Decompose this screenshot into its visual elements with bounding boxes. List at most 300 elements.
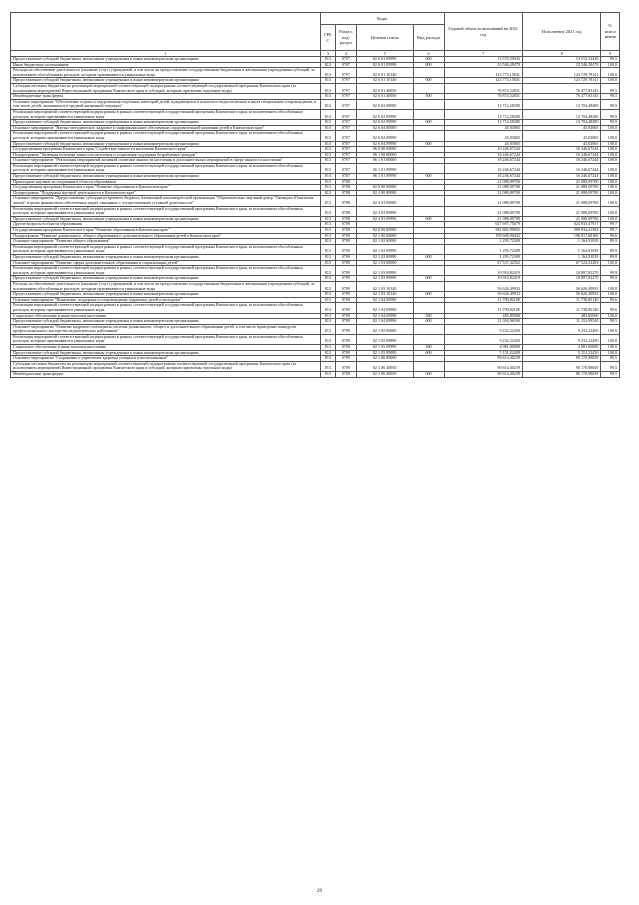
row-grbs: 813 (320, 254, 335, 260)
row-exec: 9 232,22450 (522, 324, 600, 334)
row-exec: 16 246,67244 (522, 152, 600, 158)
row-annual: 16 246,67244 (444, 158, 522, 164)
row-exp-type: 300 (413, 345, 444, 351)
row-pct: 100,0 (601, 345, 620, 351)
table-row (11, 324, 620, 334)
row-grbs: 813 (320, 131, 335, 141)
row-exec: 16 246,67244 (522, 174, 600, 180)
row-annual: 13 712,28280 (444, 109, 522, 119)
row-section: 0707 (336, 147, 357, 153)
row-grbs: 813 (320, 68, 335, 78)
row-name: Подпрограмма "Развитие дошкольного, общего образования и дополнительного образования детей в Камчатском крае" (11, 233, 321, 239)
row-name: Основное мероприятие "Научно-методическое, кадровое и информационное обеспечение оздоровительной кампании детей в Камчатском крае" (11, 125, 321, 131)
row-exp-type (413, 109, 444, 119)
row-pct: 100,0 (601, 324, 620, 334)
row-exec: 90 170,98039 (522, 356, 600, 362)
row-section: 0707 (336, 174, 357, 180)
row-target-code: 06 0 00 00000 (356, 147, 413, 153)
row-annual: 11 790,82100 (444, 297, 522, 303)
row-section: 0709 (336, 313, 357, 319)
row-exec: 10 897,82270 (522, 276, 600, 282)
row-exec: 123 729,78141 (522, 78, 600, 84)
row-grbs: 813 (320, 179, 335, 185)
row-grbs: 813 (320, 345, 335, 351)
row-exec: 56 626,49933 (522, 281, 600, 291)
row-target-code: 02 6 01 09990 (356, 62, 413, 68)
row-pct: 100,0 (601, 313, 620, 319)
row-annual: 627 697,75079 (444, 222, 522, 228)
row-section: 0709 (336, 356, 357, 362)
row-grbs: 813 (320, 356, 335, 362)
row-pct: 100,0 (601, 334, 620, 344)
row-pct: 100,0 (601, 163, 620, 173)
row-name: Предоставление субсидий бюджетным, автономным учреждениям и иным некоммерческим организациям (11, 254, 321, 260)
row-name: Государственная программа Камчатского края "Развитие образования в Камчатском крае" (11, 228, 321, 234)
row-pct: 100,0 (601, 206, 620, 216)
row-exp-type (413, 324, 444, 334)
row-exp-type: 600 (413, 120, 444, 126)
row-target-code: 06 1 01 00000 (356, 158, 413, 164)
row-annual: 45,03065 (444, 125, 522, 131)
row-name: Основное мероприятие "Обеспечение отдыха и оздоровления отдельных категорий детей, нуждающихся в психолого-педагогическом и ином специальном сопровождении, в том числе детей, оказавшихся в трудной жизненной ситуации" (11, 99, 321, 109)
row-pct: 100,0 (601, 174, 620, 180)
row-annual: 11 790,82100 (444, 303, 522, 313)
row-section: 0707 (336, 141, 357, 147)
row-exp-type: 600 (413, 78, 444, 84)
row-exp-type: 600 (413, 216, 444, 222)
row-section: 0709 (336, 292, 357, 298)
row-annual: 76 874,52831 (444, 94, 522, 100)
row-target-code: 02 1 06 40050 (356, 372, 413, 378)
row-exp-type: 600 (413, 276, 444, 282)
row-exec: 16 246,67244 (522, 158, 600, 164)
row-pct: 99,7 (601, 222, 620, 228)
row-exec: 123 729,78141 (522, 68, 600, 78)
row-pct: 100,0 (601, 62, 620, 68)
row-exec: 21 088,09700 (522, 196, 600, 206)
row-target-code: 02 6 02 09990 (356, 109, 413, 119)
row-grbs: 813 (320, 94, 335, 100)
row-pct: 99,9 (601, 120, 620, 126)
row-pct: 100,0 (601, 179, 620, 185)
table-row (11, 206, 620, 216)
row-exec: 45,03065 (522, 125, 600, 131)
row-section: 0707 (336, 94, 357, 100)
row-target-code: 02 1 02 00000 (356, 239, 413, 245)
row-pct: 89,9 (601, 244, 620, 254)
row-annual: 90 614,40239 (444, 356, 522, 362)
table-row (11, 99, 620, 109)
row-target-code: 02 6 04 09990 (356, 131, 413, 141)
row-section: 0709 (336, 324, 357, 334)
row-exec: 23 546,28478 (522, 62, 600, 68)
row-exec: 45,03065 (522, 141, 600, 147)
col-number: 5 (356, 51, 413, 57)
row-exec: 485,85000 (522, 313, 600, 319)
row-exec: 21 088,09700 (522, 185, 600, 191)
row-grbs: 813 (320, 244, 335, 254)
table-row (11, 303, 620, 313)
row-name: Прикладные научные исследования в области образования (11, 179, 321, 185)
row-annual: 13 570,50043 (444, 57, 522, 63)
row-annual: 23 546,28478 (444, 62, 522, 68)
row-grbs: 813 (320, 292, 335, 298)
row-exec: 11 252,99540 (522, 319, 600, 325)
page-number: 29 (317, 889, 322, 894)
row-name: Предоставление субсидий бюджетным, автономным учреждениям и иным некоммерческим организациям (11, 141, 321, 147)
row-exp-type (413, 303, 444, 313)
row-pct: 100,0 (601, 147, 620, 153)
header-pct: % испол нения (601, 13, 620, 51)
row-target-code: 02 0 00 00000 (356, 228, 413, 234)
row-grbs: 813 (320, 109, 335, 119)
row-exp-type: 600 (413, 254, 444, 260)
row-grbs: 813 (320, 158, 335, 164)
row-section: 0708 (336, 185, 357, 191)
row-exec: 13 704,48280 (522, 99, 600, 109)
row-annual: 1 295,72309 (444, 254, 522, 260)
row-grbs: 813 (320, 313, 335, 319)
row-section: 0707 (336, 109, 357, 119)
row-pct: 99,5 (601, 361, 620, 371)
row-pct: 100,0 (601, 190, 620, 196)
header-target: Целевая статья (356, 25, 413, 51)
row-grbs: 813 (320, 361, 335, 371)
row-pct: 89,9 (601, 254, 620, 260)
row-grbs: 813 (320, 222, 335, 228)
row-target-code: 02 1 06 00000 (356, 356, 413, 362)
row-annual: 21 088,09700 (444, 185, 522, 191)
row-exp-type: 600 (413, 319, 444, 325)
row-grbs: 813 (320, 174, 335, 180)
row-section: 0709 (336, 345, 357, 351)
row-target-code: 02 4 03 09990 (356, 206, 413, 216)
row-name: Основное мероприятие "Сохранение и укрепление здоровья учащихся и воспитанников" (11, 356, 321, 362)
row-target-code: 02 6 01 10140 (356, 68, 413, 78)
col-number: 4 (336, 51, 357, 57)
row-name: Предоставление субсидий бюджетным, автономным учреждениям и иным некоммерческим организациям (11, 319, 321, 325)
row-exp-type: 300 (413, 313, 444, 319)
row-grbs: 813 (320, 99, 335, 109)
row-section: 0709 (336, 319, 357, 325)
row-name: Социальное обеспечение и иные выплаты населению (11, 345, 321, 351)
row-target-code: 02 1 05 00000 (356, 324, 413, 334)
row-target-code: 02 6 04 09990 (356, 141, 413, 147)
budget-execution-sheet (10, 12, 620, 378)
row-pct: 100,0 (601, 158, 620, 164)
table-row (11, 131, 620, 141)
row-pct: 99,9 (601, 266, 620, 276)
row-section: 0707 (336, 62, 357, 68)
row-exec: 1 164,91039 (522, 244, 600, 254)
col-number: 6 (413, 51, 444, 57)
row-grbs: 813 (320, 141, 335, 147)
row-target-code: 02 1 05 09990 (356, 345, 413, 351)
row-name: Реализация мероприятий соответствующей подпрограммы в рамках соответствующей государственной программы Камчатского края, за исключением обособленных расходов, которым присваиваются уникальные коды (11, 266, 321, 276)
row-grbs: 813 (320, 239, 335, 245)
row-target-code: 02 1 03 10140 (356, 281, 413, 291)
row-grbs: 813 (320, 196, 335, 206)
row-pct: 99,5 (601, 57, 620, 63)
table-row (11, 281, 620, 291)
row-annual: 5 151,22450 (444, 350, 522, 356)
row-name: Межбюджетные трансферты (11, 372, 321, 378)
row-pct: 99,9 (601, 99, 620, 109)
row-name: Реализация мероприятий соответствующей подпрограммы в рамках соответствующей государственной программы Камчатского края, за исключением обособленных расходов, которым присваиваются уникальные коды (11, 109, 321, 119)
row-grbs: 813 (320, 372, 335, 378)
row-exp-type (413, 361, 444, 371)
row-exp-type (413, 244, 444, 254)
row-annual: 56 626,49933 (444, 292, 522, 298)
row-target-code: 02 6 02 09990 (356, 120, 413, 126)
row-name: Подпрограмма "Активная политика занятости населения и социальная поддержка безработных граждан" (11, 152, 321, 158)
row-section: 0708 (336, 216, 357, 222)
row-name: Реализация мероприятий соответствующей подпрограммы в рамках соответствующей государственной программы Камчатского края, за исключением обособленных расходов, которым присваиваются уникальные коды (11, 206, 321, 216)
row-grbs: 813 (320, 228, 335, 234)
row-section: 0707 (336, 83, 357, 93)
row-section: 0709 (336, 254, 357, 260)
row-annual: 21 088,09700 (444, 216, 522, 222)
row-name: Предоставление субсидий бюджетным, автономным учреждениям и иным некоммерческим организациям (11, 216, 321, 222)
table-body (11, 57, 620, 378)
row-name: Субсидии местным бюджетам на реализацию мероприятий соответствующей подпрограммы соответствующей государственной программы Камчатского края (за исключением мероприятий Инвестиционной программы Камчатского края и субсидий, которым присвоены отдельные коды) (11, 83, 321, 93)
row-pct: 100,0 (601, 141, 620, 147)
row-grbs: 813 (320, 297, 335, 303)
row-annual: 1 295,72309 (444, 239, 522, 245)
row-name: Реализация мероприятий соответствующей подпрограммы в рамках соответствующей государственной программы Камчатского края, за исключением обособленных расходов, которым присваиваются уникальные коды (11, 163, 321, 173)
row-name: Предоставление субсидий бюджетным, автономным учреждениям и иным некоммерческим организациям (11, 276, 321, 282)
row-annual: 16 246,67244 (444, 174, 522, 180)
row-exp-type (413, 334, 444, 344)
header-codes: Коды (320, 13, 444, 25)
row-target-code: 02 1 03 09990 (356, 266, 413, 276)
row-grbs: 813 (320, 324, 335, 334)
row-section: 0707 (336, 152, 357, 158)
row-annual: 45,03065 (444, 131, 522, 141)
row-annual: 16 246,67244 (444, 163, 522, 173)
row-name: Основное мероприятие "Выявление, поддержка и сопровождение одаренных детей и молодежи" (11, 297, 321, 303)
row-section: 0709 (336, 276, 357, 282)
row-section: 0709 (336, 281, 357, 291)
row-name: Расходы на обеспечение деятельности (оказание услуг) учреждений, в том числе на предоставление государственным бюджетным и автономным учреждениям субсидий, за исключением обособленных расходов, которым присваиваются уникальные коды (11, 281, 321, 291)
row-grbs: 813 (320, 190, 335, 196)
row-section: 0707 (336, 78, 357, 84)
header-grbs: ГРБ С (320, 25, 335, 51)
row-annual: 90 614,40239 (444, 361, 522, 371)
row-grbs: 813 (320, 152, 335, 158)
row-target-code: 02 6 04 00000 (356, 125, 413, 131)
row-name: Государственная программа Камчатского края "Развитие образования в Камчатском крае" (11, 185, 321, 191)
row-exec: 90 170,98039 (522, 372, 600, 378)
table-row (11, 372, 620, 378)
table-row (11, 244, 620, 254)
row-exec: 67 524,32203 (522, 260, 600, 266)
row-grbs: 813 (320, 303, 335, 313)
row-section: 0709 (336, 372, 357, 378)
header-annual: Годовой объем ассигнований на 2021 год (444, 13, 522, 51)
row-pct: 89,9 (601, 239, 620, 245)
row-target-code: 02 1 06 40050 (356, 361, 413, 371)
row-target-code: 02 1 04 09990 (356, 319, 413, 325)
row-section: 0709 (336, 233, 357, 239)
row-section: 0708 (336, 206, 357, 216)
row-exec: 56 626,49933 (522, 292, 600, 298)
row-annual: 45,03065 (444, 141, 522, 147)
row-name: Предоставление субсидий бюджетным, автономным учреждениям и иным некоммерческим организациям (11, 350, 321, 356)
table-row (11, 109, 620, 119)
row-grbs: 813 (320, 233, 335, 239)
row-target-code: 02 6 01 40050 (356, 94, 413, 100)
row-pct: 99,9 (601, 109, 620, 119)
row-section: 0709 (336, 222, 357, 228)
row-section: 0707 (336, 158, 357, 164)
row-annual: 76 874,52831 (444, 83, 522, 93)
row-target-code: 06 1 01 09990 (356, 163, 413, 173)
col-number: 8 (522, 51, 600, 57)
row-name: Подпрограмма "Поддержка научной деятельности в Камчатском крае" (11, 190, 321, 196)
row-pct: 100,0 (601, 292, 620, 298)
row-grbs: 813 (320, 125, 335, 131)
row-grbs: 813 (320, 260, 335, 266)
row-name: Другие вопросы в области образования (11, 222, 321, 228)
row-grbs: 813 (320, 83, 335, 93)
row-exp-type (413, 83, 444, 93)
row-exec: 21 088,09700 (522, 216, 600, 222)
row-pct: 100,0 (601, 196, 620, 206)
row-annual: 582 802,99692 (444, 228, 522, 234)
row-annual: 90 614,40239 (444, 372, 522, 378)
row-exec: 580 934,41304 (522, 228, 600, 234)
row-target-code: 02 6 01 10140 (356, 78, 413, 84)
row-name: Иные бюджетные ассигнования (11, 62, 321, 68)
row-pct: 99,5 (601, 319, 620, 325)
row-exp-type (413, 99, 444, 109)
row-annual: 56 626,49933 (444, 281, 522, 291)
row-grbs: 813 (320, 276, 335, 282)
row-pct: 100,0 (601, 131, 620, 141)
row-exec: 1 164,91039 (522, 239, 600, 245)
row-exec: 16 246,67244 (522, 163, 600, 173)
row-pct: 100,0 (601, 350, 620, 356)
row-name: Предоставление субсидий бюджетным, автономным учреждениям и иным некоммерческим организациям (11, 78, 321, 84)
header-section: Раздел, под- раздел (336, 25, 357, 51)
row-exec: 21 088,09700 (522, 206, 600, 216)
row-annual: 10 910,82419 (444, 266, 522, 276)
row-exec: 198 917,68100 (522, 233, 600, 239)
row-section: 0709 (336, 244, 357, 254)
col-number: 9 (601, 51, 620, 57)
table-row (11, 361, 620, 371)
row-exp-type (413, 206, 444, 216)
row-grbs: 813 (320, 206, 335, 216)
row-exp-type: 500 (413, 372, 444, 378)
row-pct: 99,6 (601, 303, 620, 313)
row-grbs: 813 (320, 334, 335, 344)
row-pct: 99,7 (601, 228, 620, 234)
row-section: 0707 (336, 120, 357, 126)
row-pct: 100,0 (601, 68, 620, 78)
row-target-code: 02 1 02 09990 (356, 254, 413, 260)
row-name: Основное мероприятие "Предоставление субсидии из краевого бюджета Автономной некоммерческой организации "Образовательно-научный центр "Океанума (Озитиская земля)" в целях финансового обеспечения затрат, связанных с осуществлением уставной деятельности" (11, 196, 321, 206)
row-exec: 76 477,83145 (522, 83, 600, 93)
row-exp-type (413, 266, 444, 276)
row-name: Предоставление субсидий бюджетным, автономным учреждениям и иным некоммерческим организациям (11, 174, 321, 180)
row-exec: 16 246,67244 (522, 147, 600, 153)
row-exec: 90 170,98039 (522, 361, 600, 371)
row-section: 0709 (336, 334, 357, 344)
row-grbs: 813 (320, 62, 335, 68)
row-pct: 99,5 (601, 83, 620, 93)
row-target-code: 02 1 04 00000 (356, 297, 413, 303)
row-annual: 485,85000 (444, 313, 522, 319)
row-annual: 10 910,82419 (444, 276, 522, 282)
row-name: Межбюджетные трансферты (11, 94, 321, 100)
row-exp-type: 500 (413, 94, 444, 100)
row-section: 0708 (336, 196, 357, 206)
row-name: Государственная программа Камчатского края "Содействие занятости населения Камчатского края" (11, 147, 321, 153)
row-exec: 11 738,85140 (522, 303, 600, 313)
row-target-code: 02 1 00 00000 (356, 233, 413, 239)
row-grbs: 813 (320, 216, 335, 222)
row-annual: 21 088,09700 (444, 179, 522, 185)
row-section: 0709 (336, 228, 357, 234)
row-annual: 21 088,09700 (444, 206, 522, 216)
row-target-code: 02 1 03 00000 (356, 260, 413, 266)
row-section: 0707 (336, 57, 357, 63)
row-exp-type (413, 68, 444, 78)
row-section: 0709 (336, 350, 357, 356)
row-pct: 99,6 (601, 233, 620, 239)
row-name: Субсидии местным бюджетам на реализацию мероприятий соответствующей подпрограммы соответствующей государственной программы Камчатского края (за исключением мероприятий Инвестиционной программы Камчатского края и субсидий, которым присвоены отдельные коды) (11, 361, 321, 371)
table-row (11, 334, 620, 344)
header-exec: Исполнение 2021 год (522, 13, 600, 51)
row-exec: 11 738,85140 (522, 297, 600, 303)
row-exp-type: 600 (413, 292, 444, 298)
row-exp-type: 600 (413, 141, 444, 147)
row-section: 0709 (336, 260, 357, 266)
row-name: Расходы на обеспечение деятельности (оказание услуг) учреждений, в том числе на предоставление государственным бюджетным и автономным учреждениям субсидий, за исключением обособленных расходов, которым присваиваются уникальные коды (11, 68, 321, 78)
row-pct: 100,0 (601, 216, 620, 222)
row-pct: 99,6 (601, 297, 620, 303)
row-pct: 100,0 (601, 152, 620, 158)
row-pct: 100,0 (601, 125, 620, 131)
row-target-code: 06 1 01 09990 (356, 174, 413, 180)
row-exp-type: 600 (413, 350, 444, 356)
row-section: 0708 (336, 190, 357, 196)
row-annual: 4 081,00000 (444, 345, 522, 351)
row-exec: 13 704,48280 (522, 109, 600, 119)
row-exp-type (413, 163, 444, 173)
row-name: Основное мероприятие "Развитие общего образования" (11, 239, 321, 245)
row-section: 0709 (336, 361, 357, 371)
row-annual: 13 712,28280 (444, 120, 522, 126)
row-name: Предоставление субсидий бюджетным, автономным учреждениям и иным некоммерческим организациям (11, 120, 321, 126)
row-annual: 16 246,67244 (444, 152, 522, 158)
row-annual: 11 304,96500 (444, 319, 522, 325)
row-grbs: 813 (320, 319, 335, 325)
row-target-code: 02 1 05 09990 (356, 334, 413, 344)
row-name: Реализация мероприятий соответствующей подпрограммы в рамках соответствующей государственной программы Камчатского края, за исключением обособленных расходов, которым присваиваются уникальные коды (11, 303, 321, 313)
row-exec: 45,03065 (522, 131, 600, 141)
row-annual: 199 608,90432 (444, 233, 522, 239)
row-target-code: 02 4 00 00000 (356, 190, 413, 196)
row-name: Основное мероприятие "Развитие сферы дополнительного образования и социализации детей" (11, 260, 321, 266)
row-exec: 21 088,09700 (522, 179, 600, 185)
row-section: 0707 (336, 163, 357, 173)
row-grbs: 813 (320, 185, 335, 191)
row-annual: 21 088,09700 (444, 190, 522, 196)
row-annual: 16 246,67244 (444, 147, 522, 153)
